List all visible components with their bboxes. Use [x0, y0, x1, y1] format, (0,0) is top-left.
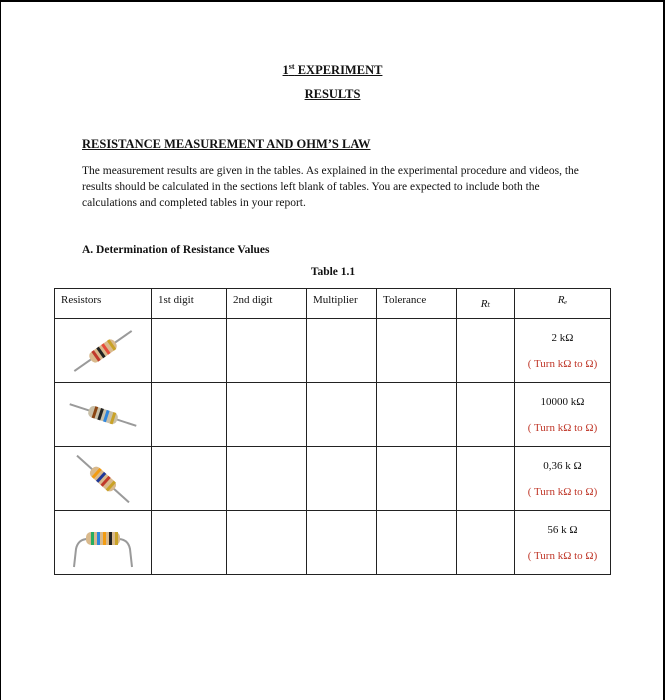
- resistor-image-cell: [55, 319, 152, 383]
- second-digit-cell[interactable]: [227, 319, 307, 383]
- header-first-digit: 1st digit: [152, 289, 227, 319]
- second-digit-cell[interactable]: [227, 447, 307, 511]
- multiplier-cell[interactable]: [307, 319, 377, 383]
- rd-value: 10000 kΩ: [540, 395, 585, 408]
- rd-cell: [515, 511, 611, 575]
- multiplier-cell[interactable]: [307, 511, 377, 575]
- rt-cell[interactable]: [457, 383, 515, 447]
- rd-cell: [515, 447, 611, 511]
- header-tolerance: Tolerance: [377, 289, 457, 319]
- first-digit-cell[interactable]: [152, 383, 227, 447]
- section-title: RESISTANCE MEASUREMENT AND OHM’S LAW: [82, 137, 371, 151]
- rd-note: ( Turn kΩ to Ω): [527, 549, 598, 562]
- rd-value: 56 k Ω: [547, 523, 578, 536]
- subsection-title: A. Determination of Resistance Values: [82, 244, 270, 256]
- rd-note: ( Turn kΩ to Ω): [527, 421, 598, 434]
- resistance-table: [54, 288, 611, 575]
- first-digit-cell[interactable]: [152, 447, 227, 511]
- first-digit-cell[interactable]: [152, 319, 227, 383]
- second-digit-cell[interactable]: [227, 511, 307, 575]
- table-row: [55, 319, 611, 383]
- table-header-row: [55, 289, 611, 319]
- tolerance-cell[interactable]: [377, 447, 457, 511]
- rt-cell[interactable]: [457, 447, 515, 511]
- rd-value: 2 kΩ: [551, 331, 574, 344]
- page-frame-left: [0, 0, 1, 700]
- rd-note: ( Turn kΩ to Ω): [527, 357, 598, 370]
- resistor-image-cell: [55, 383, 152, 447]
- table-row: [55, 511, 611, 575]
- experiment-title: 1st EXPERIMENT: [282, 62, 383, 78]
- rd-cell: [515, 319, 611, 383]
- table-row: [55, 447, 611, 511]
- resistor-image: [68, 451, 138, 507]
- rd-value: 0,36 k Ω: [543, 459, 582, 472]
- tolerance-cell[interactable]: [377, 383, 457, 447]
- rd-cell: [515, 383, 611, 447]
- multiplier-cell[interactable]: [307, 383, 377, 447]
- tolerance-cell[interactable]: [377, 319, 457, 383]
- intro-paragraph: The measurement results are given in the tables. As explained in the experimental procedure and videos, the results should be calculated in the sections left blank of tables. You are expected to include both the calculations and completed tables in your report.: [82, 165, 579, 209]
- header-rt: Rₜ: [457, 289, 515, 319]
- tolerance-cell[interactable]: [377, 511, 457, 575]
- header-rd: Rₑ: [515, 289, 611, 319]
- rd-note: ( Turn kΩ to Ω): [527, 485, 598, 498]
- second-digit-cell[interactable]: [227, 383, 307, 447]
- header-second-digit: 2nd digit: [227, 289, 307, 319]
- resistor-image-cell: [55, 511, 152, 575]
- header-resistors: Resistors: [55, 289, 152, 319]
- rt-cell[interactable]: [457, 511, 515, 575]
- resistor-image-cell: [55, 447, 152, 511]
- table-row: [55, 383, 611, 447]
- resistor-image: [68, 387, 138, 443]
- rt-cell[interactable]: [457, 319, 515, 383]
- resistor-image: [68, 515, 138, 571]
- multiplier-cell[interactable]: [307, 447, 377, 511]
- results-title: RESULTS: [304, 87, 361, 101]
- page-frame-top: [0, 0, 665, 2]
- header-multiplier: Multiplier: [307, 289, 377, 319]
- resistor-image: [68, 323, 138, 379]
- table-caption: Table 1.1: [310, 266, 356, 278]
- first-digit-cell[interactable]: [152, 511, 227, 575]
